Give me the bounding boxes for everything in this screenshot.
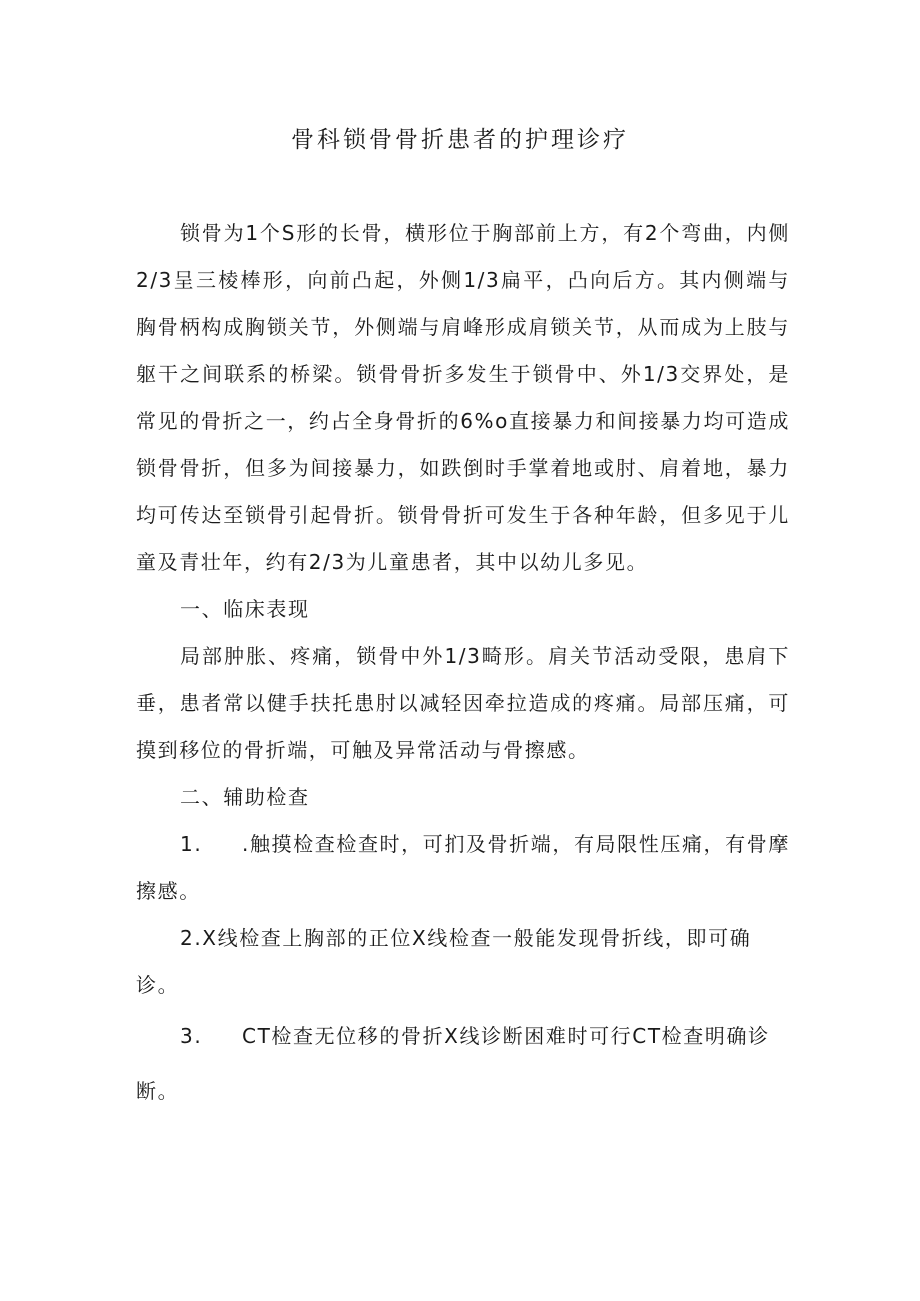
section-heading-clinical: 一、临床表现 [180,597,310,621]
exam-item-text: X线检查上胸部的正位X线检查一般能发现骨折线，即可确诊。 [136,926,752,997]
section-heading-exam: 二、辅助检查 [180,785,310,809]
exam-item-xray [136,915,790,1009]
intro-paragraph: 锁骨为1个S形的长骨，横形位于胸部前上方，有2个弯曲，内侧2/3呈三棱棒形，向前凸起，外侧1/3扁平，凸向后方。其内侧端与胸骨柄构成胸锁关节，外侧端与肩峰形成肩锁关节，从而成为上肢与躯干之间联系的桥梁。锁骨骨折多发生于锁骨中、外1/3交界处，是常见的骨折之一，约占全身骨折的6%o直接暴力和间接暴力均可造成锁骨骨折，但多为间接暴力，如跌倒时手掌着地或肘、肩着地，暴力均可传达至锁骨引起骨折。锁骨骨折可发生于各种年龄，但多见于儿童及青壮年，约有2/3为儿童患者，其中以幼儿多见。 [136,221,790,574]
clinical-paragraph: 局部肿胀、疼痛，锁骨中外1/3畸形。肩关节活动受限，患肩下垂，患者常以健手扶托患肘以减轻因牵拉造成的疼痛。局部压痛，可摸到移位的骨折端，可触及异常活动与骨擦感。 [136,644,790,762]
exam-item-text: CT检查无位移的骨折X线诊断困难时可行CT检查明确诊断。 [136,1024,770,1103]
document-body [136,210,790,1119]
exam-item-number: 2. [180,926,203,950]
exam-item-palpation [136,821,790,915]
exam-item-number: 3. [180,1024,203,1048]
exam-item-number: 1. [180,832,203,856]
exam-item-text: .触摸检查检查时，可扪及骨折端，有局限性压痛，有骨摩擦感。 [136,832,790,903]
document-title: 骨科锁骨骨折患者的护理诊疗 [291,127,629,153]
exam-item-ct [136,1009,790,1119]
